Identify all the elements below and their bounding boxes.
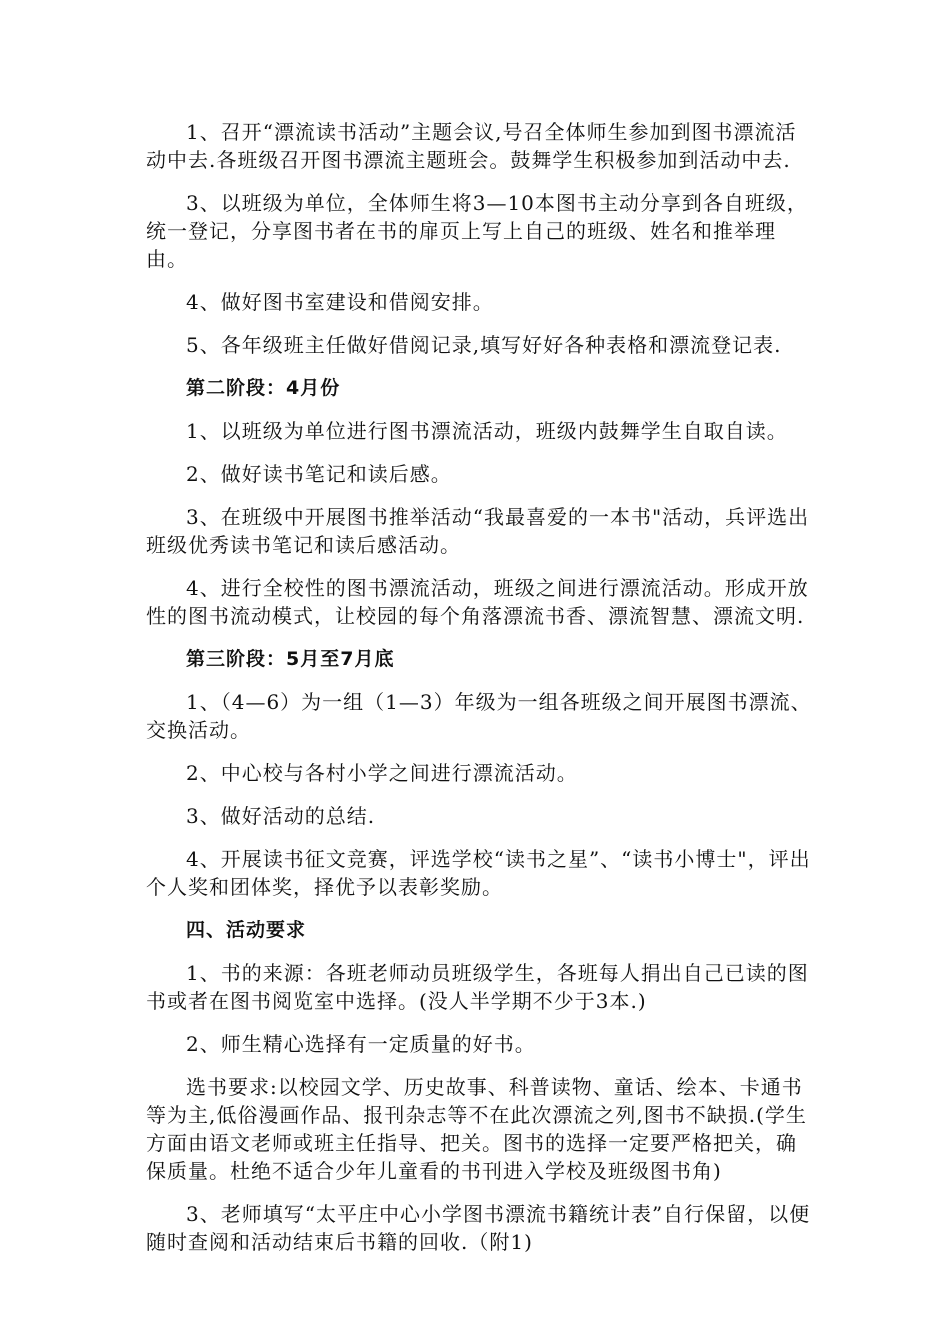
paragraph-book-recommendation: 3、在班级中开展图书推举活动“我最喜爱的一本书"活动，兵评选出班级优秀读书笔记和读后感活动。 bbox=[146, 505, 810, 557]
paragraph-school-wide-drifting: 4、进行全校性的图书漂流活动，班级之间进行漂流活动。形成开放性的图书流动模式，让校园的每个角落漂流书香、漂流智慧、漂流文明. bbox=[146, 576, 809, 628]
paragraph-borrowing-records: 5、各年级班主任做好借阅记录,填写好好各种表格和漂流登记表. bbox=[186, 333, 782, 357]
paragraph-library-arrangement: 4、做好图书室建设和借阅安排。 bbox=[186, 290, 494, 314]
paragraph-book-source: 1、书的来源：各班老师动员班级学生，各班每人捐出自己已读的图书或者在图书阅览室中选择。(没人半学期不少于3本.) bbox=[146, 961, 809, 1013]
paragraph-essay-contest: 4、开展读书征文竞赛，评选学校“读书之星”、“读书小博士"，评出个人奖和团体奖，择优予以表彰奖励。 bbox=[146, 847, 811, 899]
paragraph-reading-notes: 2、做好读书笔记和读后感。 bbox=[186, 462, 452, 486]
paragraph-selection-requirements: 选书要求:以校园文学、历史故事、科普读物、童话、绘本、卡通书等为主,低俗漫画作品、报刊杂志等不在此次漂流之列,图书不缺损.(学生方面由语文老师或班主任指导、把关。图书的选择一定要严格把关，确保质量。杜绝不适合少年儿童看的书刊进入学校及班级图书角) bbox=[146, 1075, 807, 1183]
paragraph-share-books: 3、以班级为单位，全体师生将3—10本图书主动分享到各自班级，统一登记，分享图书者在书的扉页上写上自己的班级、姓名和推举理由。 bbox=[146, 191, 808, 271]
paragraph-class-drifting: 1、以班级为单位进行图书漂流活动，班级内鼓舞学生自取自读。 bbox=[186, 419, 788, 443]
section-heading-stage-three: 第三阶段：5月至7月底 bbox=[186, 648, 395, 670]
paragraph-statistics-table: 3、老师填写“太平庄中心小学图书漂流书籍统计表”自行保留，以便随时查阅和活动结束后书籍的回收.（附1) bbox=[146, 1202, 811, 1254]
section-heading-stage-two: 第二阶段：4月份 bbox=[186, 377, 341, 399]
paragraph-village-schools: 2、中心校与各村小学之间进行漂流活动。 bbox=[186, 761, 578, 785]
document-body bbox=[146, 118, 814, 1271]
paragraph-summary: 3、做好活动的总结. bbox=[186, 804, 376, 828]
paragraph-convene-meeting: 1、召开“漂流读书活动”主题会议,号召全体师生参加到图书漂流活动中去.各班级召开图书漂流主题班会。鼓舞学生积极参加到活动中去. bbox=[146, 120, 797, 172]
paragraph-quality-books: 2、师生精心选择有一定质量的好书。 bbox=[186, 1032, 536, 1056]
section-heading-requirements: 四、活动要求 bbox=[186, 919, 307, 941]
paragraph-grade-groups: 1、（4—6）为一组（1—3）年级为一组各班级之间开展图书漂流、交换活动。 bbox=[146, 690, 812, 742]
